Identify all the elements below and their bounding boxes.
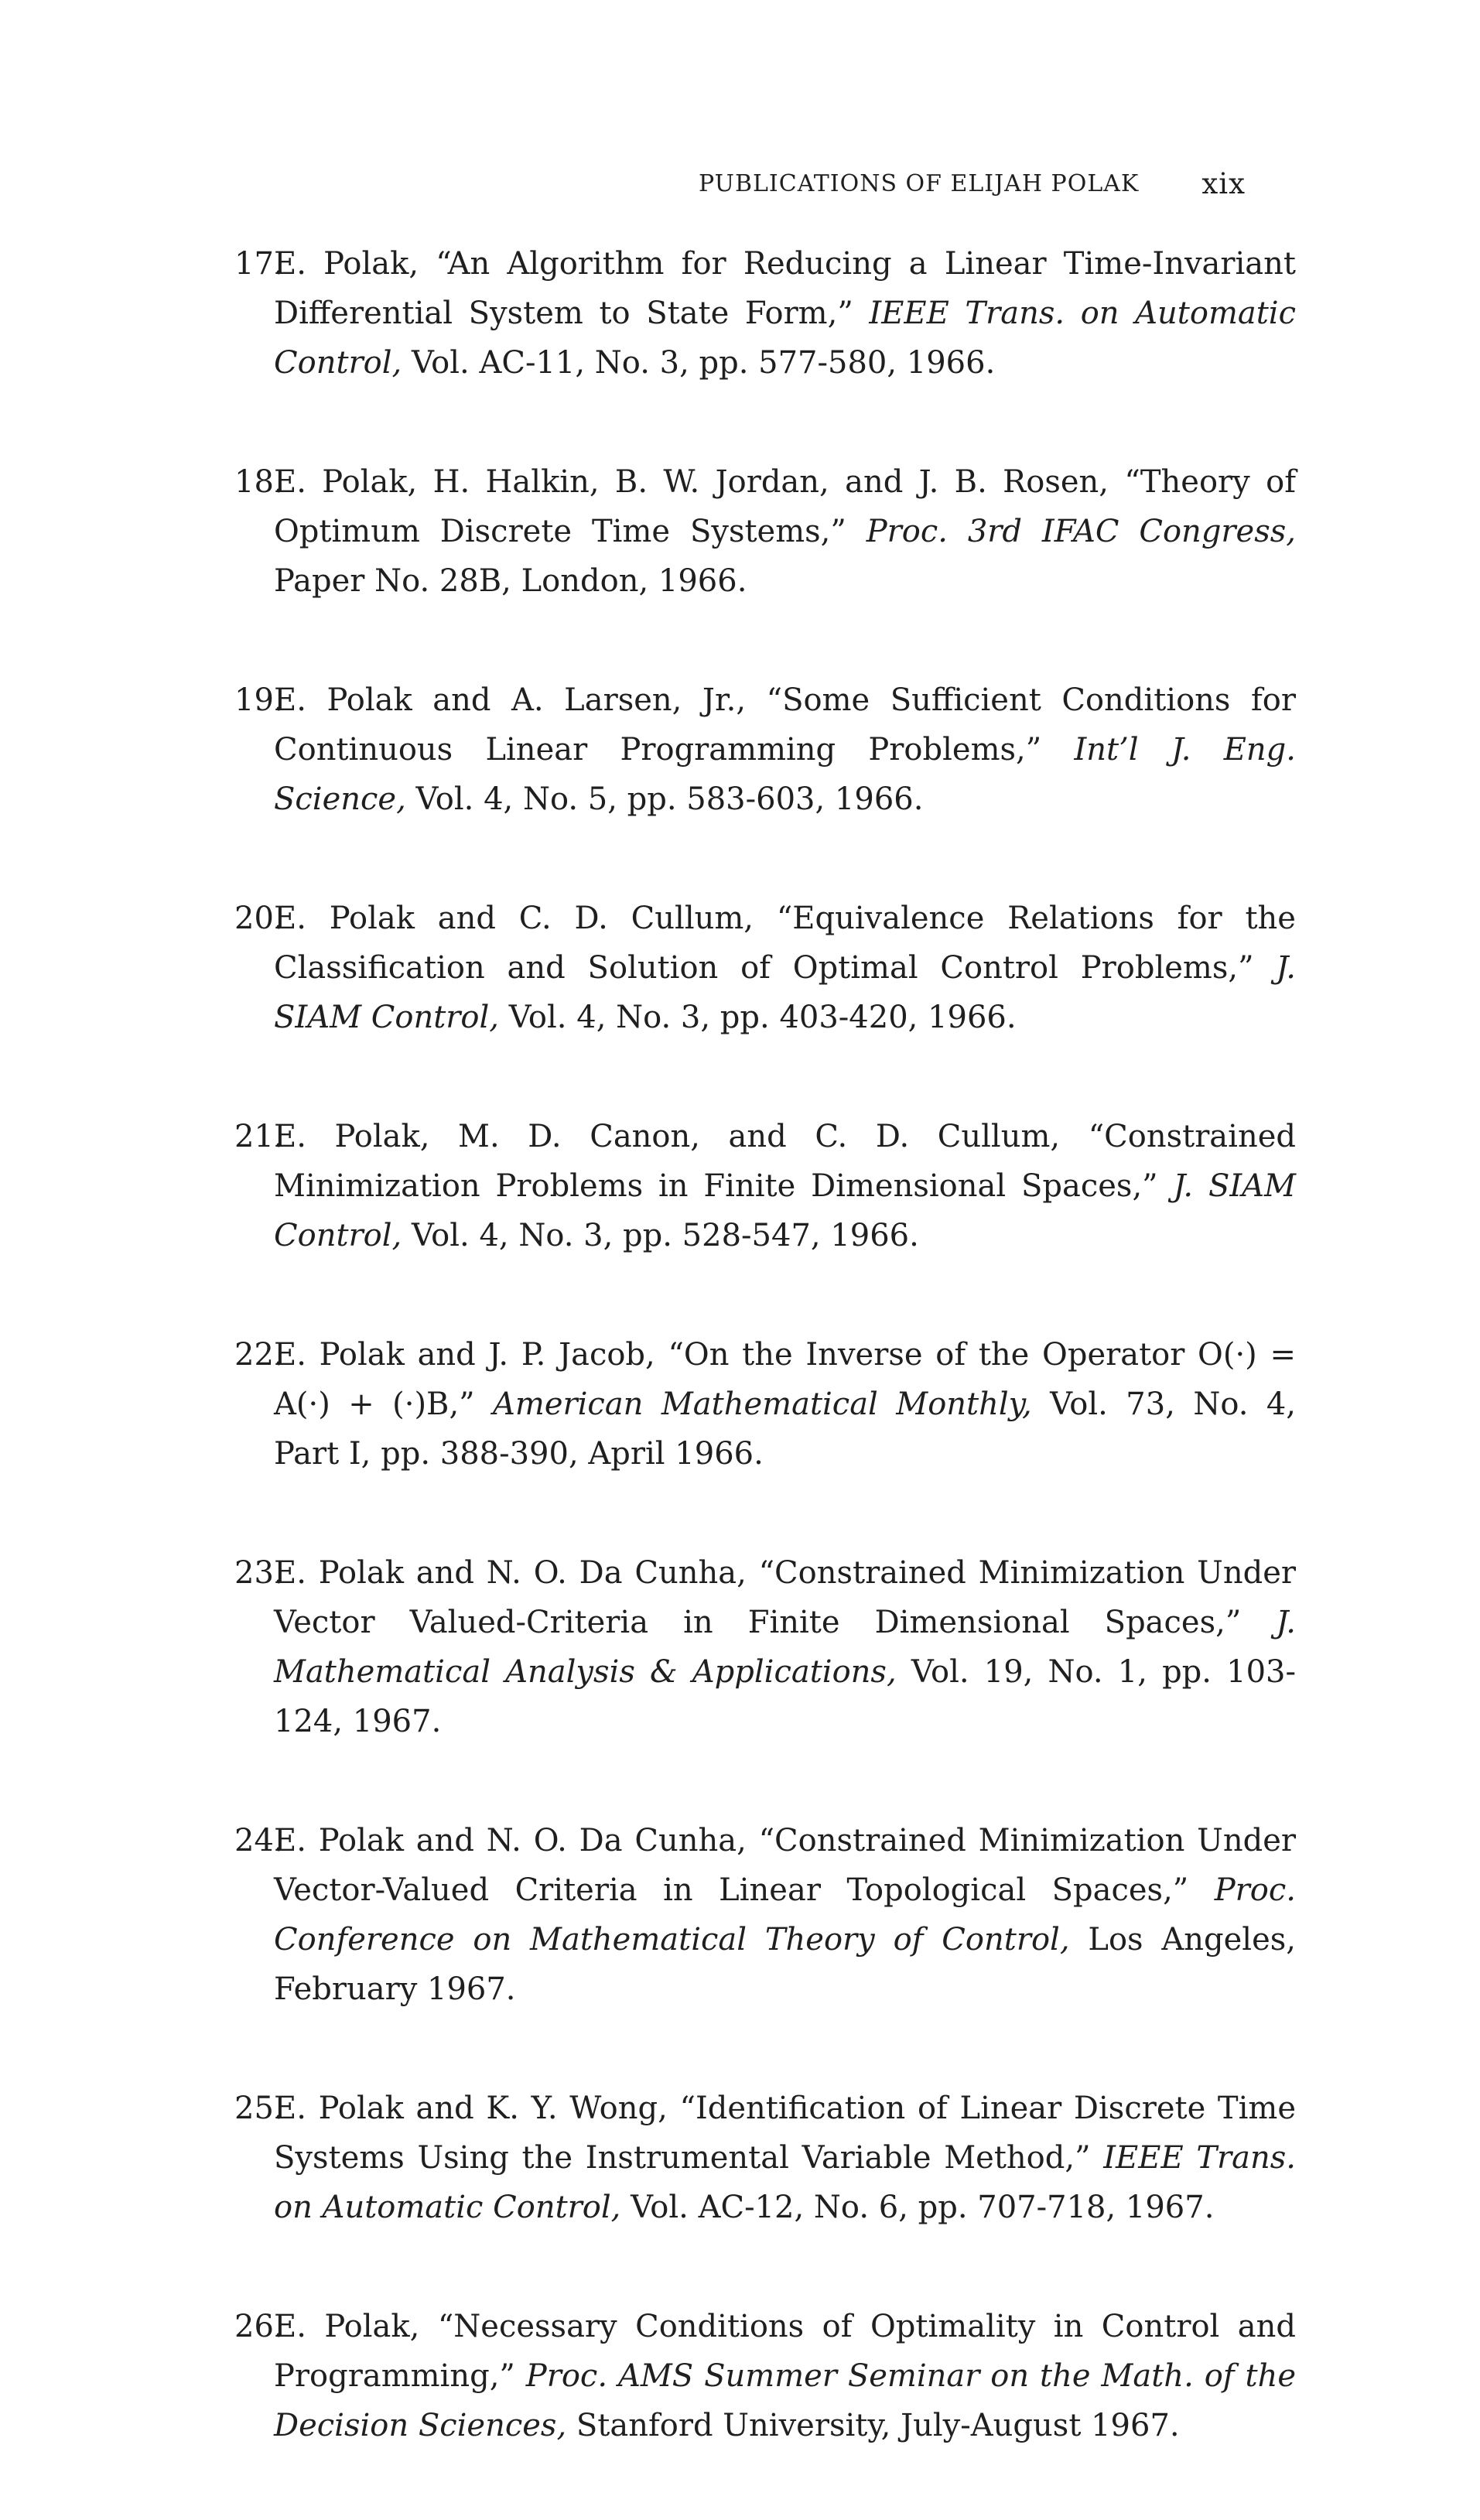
entry-authors: E. Polak, H. Halkin, B. W. Jordan, and J. B. Rosen, bbox=[274, 464, 1125, 500]
entry-authors: E. Polak and C. D. Cullum, bbox=[274, 901, 777, 936]
publication-entry bbox=[234, 1816, 1296, 2014]
entry-authors: E. Polak, M. D. Canon, and C. D. Cullum, bbox=[274, 1119, 1089, 1154]
entry-venue: Int’l J. Eng. Science, bbox=[274, 732, 1296, 817]
publication-entry bbox=[234, 1330, 1296, 1479]
entry-details: Los Angeles, February 1967. bbox=[274, 1922, 1296, 2007]
entry-number: 19. bbox=[234, 682, 284, 718]
entry-authors: E. Polak and N. O. Da Cunha, bbox=[274, 1823, 759, 1858]
entry-details: Vol. 73, No. 4, Part I, pp. 388-390, April 1966. bbox=[274, 1387, 1296, 1472]
entry-number: 23. bbox=[234, 1555, 284, 1591]
entry-venue: IEEE Trans. on Automatic Control, bbox=[274, 296, 1297, 381]
publication-entry bbox=[234, 894, 1296, 1042]
publication-entry bbox=[234, 675, 1296, 824]
entry-title: “Equivalence Relations for the Classification and Solution of Optimal Control Problems,” bbox=[274, 901, 1296, 986]
running-header bbox=[699, 167, 1246, 201]
entry-number: 18. bbox=[234, 464, 284, 500]
publication-entry bbox=[234, 2302, 1296, 2450]
entry-number: 20. bbox=[234, 901, 284, 936]
entry-authors: E. Polak, bbox=[274, 246, 436, 282]
entry-title: “Theory of Optimum Discrete Time Systems,” bbox=[274, 464, 1296, 549]
entry-number: 17. bbox=[234, 246, 284, 282]
publication-entry bbox=[234, 239, 1296, 388]
entry-authors: E. Polak and A. Larsen, Jr., bbox=[274, 682, 767, 718]
entry-citation bbox=[274, 901, 1296, 1035]
entry-citation bbox=[274, 464, 1296, 599]
entry-authors: E. Polak and J. P. Jacob, bbox=[274, 1337, 668, 1373]
entry-citation bbox=[274, 682, 1296, 817]
publication-list bbox=[234, 239, 1296, 2520]
entry-title: “Identification of Linear Discrete Time Systems Using the Instrumental Variable Method,” bbox=[274, 2091, 1297, 2176]
entry-number: 22. bbox=[234, 1337, 284, 1373]
running-header-title: PUBLICATIONS OF ELIJAH POLAK bbox=[699, 170, 1140, 197]
entry-venue: J. SIAM Control, bbox=[274, 950, 1297, 1035]
entry-venue: Proc. Conference on Mathematical Theory of Control, bbox=[274, 1872, 1296, 1958]
entry-authors: E. Polak, bbox=[274, 2309, 438, 2344]
entry-title: “An Algorithm for Reducing a Linear Time-Invariant Differential System to State Form,” bbox=[274, 246, 1296, 331]
entry-title: “Necessary Conditions of Optimality in Control and Programming,” bbox=[274, 2309, 1297, 2394]
entry-details: Vol. AC-11, No. 3, pp. 577-580, 1966. bbox=[411, 345, 996, 381]
entry-venue: American Mathematical Monthly, bbox=[493, 1387, 1032, 1422]
entry-citation bbox=[274, 1337, 1296, 1472]
publication-entry bbox=[234, 1112, 1296, 1260]
entry-number: 26. bbox=[234, 2309, 284, 2344]
publication-entry bbox=[234, 457, 1296, 606]
entry-title: “On the Inverse of the Operator O(·) = A(·) + (·)B,” bbox=[274, 1337, 1296, 1422]
entry-authors: E. Polak and N. O. Da Cunha, bbox=[274, 1555, 759, 1591]
entry-venue: Proc. 3rd IFAC Congress, bbox=[866, 514, 1296, 549]
entry-citation bbox=[274, 1119, 1296, 1253]
entry-details: Vol. AC-12, No. 6, pp. 707-718, 1967. bbox=[631, 2190, 1215, 2225]
entry-venue: IEEE Trans. on Automatic Control, bbox=[274, 2140, 1297, 2225]
entry-details: Vol. 4, No. 3, pp. 403-420, 1966. bbox=[508, 1000, 1017, 1035]
entry-citation bbox=[274, 1823, 1296, 2007]
entry-venue: Proc. AMS Summer Seminar on the Math. of the Decision Sciences, bbox=[274, 2358, 1296, 2443]
entry-details: Stanford University, July-August 1967. bbox=[576, 2408, 1180, 2443]
entry-number: 21. bbox=[234, 1119, 284, 1154]
entry-authors: E. Polak and K. Y. Wong, bbox=[274, 2091, 680, 2126]
entry-title: “Some Sufficient Conditions for Continuous Linear Programming Problems,” bbox=[274, 682, 1296, 768]
entry-venue: J. SIAM Control, bbox=[274, 1168, 1297, 1253]
entry-details: Vol. 4, No. 5, pp. 583-603, 1966. bbox=[415, 781, 924, 817]
entry-title: “Constrained Minimization Under Vector Valued-Criteria in Finite Dimensional Spaces,” bbox=[274, 1555, 1297, 1640]
publication-entry bbox=[234, 1548, 1296, 1746]
entry-details: Vol. 4, No. 3, pp. 528-547, 1966. bbox=[411, 1218, 919, 1253]
page-number: xix bbox=[1201, 167, 1246, 200]
entry-citation bbox=[274, 1555, 1296, 1739]
entry-title: “Constrained Minimization Problems in Finite Dimensional Spaces,” bbox=[274, 1119, 1296, 1204]
entry-details: Paper No. 28B, London, 1966. bbox=[274, 563, 747, 599]
entry-venue: J. Mathematical Analysis & Applications, bbox=[274, 1605, 1296, 1690]
entry-title: “Constrained Minimization Under Vector-Valued Criteria in Linear Topological Spaces,” bbox=[274, 1823, 1297, 1908]
entry-details: Vol. 19, No. 1, pp. 103-124, 1967. bbox=[274, 1654, 1297, 1739]
entry-number: 24. bbox=[234, 1823, 284, 1858]
entry-citation bbox=[274, 246, 1296, 381]
entry-citation bbox=[274, 2309, 1296, 2443]
publication-entry bbox=[234, 2084, 1296, 2232]
entry-number: 25. bbox=[234, 2091, 284, 2126]
